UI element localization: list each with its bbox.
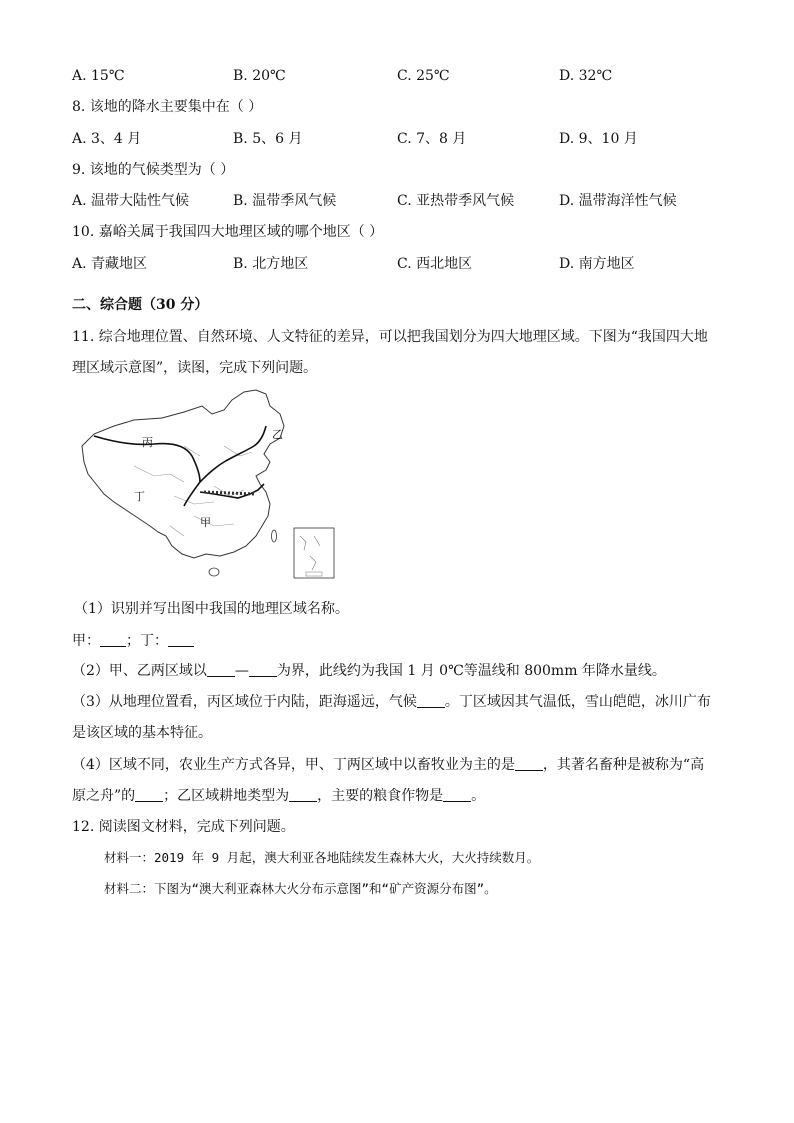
- q8-option-c: C. 7、8 月: [397, 131, 467, 147]
- blank-pastoral-region[interactable]: [515, 756, 543, 771]
- blank-grain-crop[interactable]: [443, 787, 471, 802]
- q11-sub4: [72, 756, 704, 774]
- label-jia: 甲：: [72, 633, 100, 649]
- blank-boundary-2[interactable]: [249, 662, 277, 677]
- q10-option-b: B. 北方地区: [233, 256, 309, 272]
- q11-sub4-text-d: ；乙区域耕地类型为: [163, 788, 290, 804]
- q9-stem: 9. 该地的气候类型为（ ）: [72, 162, 235, 178]
- q7-option-b: B. 20℃: [233, 68, 286, 84]
- q8-stem: 8. 该地的降水主要集中在（ ）: [72, 99, 263, 115]
- q12-material-2: 材料二：下图为“澳大利亚森林大火分布示意图”和“矿产资源分布图”。: [104, 881, 497, 896]
- blank-climate[interactable]: [417, 693, 445, 708]
- q11-sub3: [72, 693, 711, 711]
- q12-material-1: 材料一：2019 年 9 月起，澳大利亚各地陆续发生森林大火，大火持续数月。: [104, 850, 540, 865]
- q8-option-b: B. 5、6 月: [233, 131, 303, 147]
- q11-sub2-text-a: （2）甲、乙两区域以: [72, 663, 207, 679]
- q8-option-a: A. 3、4 月: [72, 131, 142, 147]
- china-outline: [82, 390, 284, 558]
- q11-stem-line2: 理区域示意图”，读图，完成下列问题。: [72, 360, 318, 376]
- q11-sub3-text-a: （3）从地理位置看，丙区域位于内陆，距海遥远，气候: [72, 694, 417, 710]
- q7-option-c: C. 25℃: [397, 68, 450, 84]
- q11-sub4-line2: [72, 787, 485, 805]
- q7-option-d: D. 32℃: [559, 68, 613, 84]
- china-regions-map: [74, 386, 344, 586]
- blank-livestock[interactable]: [135, 787, 163, 802]
- region-label-bing: 丙: [142, 436, 153, 449]
- q11-sub3-text-b: 。丁区域因其气温低，雪山皑皑，冰川广布: [444, 694, 711, 710]
- q7-option-a: A. 15℃: [72, 68, 125, 84]
- q11-sub3-line2: 是该区域的基本特征。: [72, 725, 212, 741]
- blank-farmland-type[interactable]: [289, 787, 317, 802]
- blank-jia[interactable]: [100, 632, 126, 647]
- blank-boundary-1[interactable]: [207, 662, 235, 677]
- q12-stem: 12. 阅读图文材料，完成下列问题。: [72, 819, 295, 835]
- q10-option-a: A. 青藏地区: [72, 256, 148, 272]
- q11-sub4-text-f: 。: [471, 788, 486, 804]
- q10-option-c: C. 西北地区: [397, 256, 473, 272]
- q11-sub1: （1）识别并写出图中我国的地理区域名称。: [74, 601, 349, 617]
- q11-stem-line1: 11. 综合地理位置、自然环境、人文特征的差异，可以把我国划分为四大地理区域。下图为“我国四大地: [72, 329, 708, 345]
- q11-sub1-answers: [72, 632, 194, 650]
- label-ding: ；丁：: [126, 633, 168, 649]
- section-title: 二、综合题（30 分）: [72, 297, 209, 313]
- q9-option-b: B. 温带季风气候: [233, 193, 337, 209]
- region-label-jia: 甲: [200, 516, 211, 529]
- q9-option-c: C. 亚热带季风气候: [397, 193, 515, 209]
- q9-option-a: A. 温带大陆性气候: [72, 193, 190, 209]
- blank-ding[interactable]: [168, 632, 194, 647]
- q11-sub4-text-a: （4）区域不同，农业生产方式各异，甲、丁两区域中以畜牧业为主的是: [72, 757, 515, 773]
- q11-sub2-text-c: 为界，此线约为我国 1 月 0℃等温线和 800mm 年降水量线。: [276, 663, 666, 679]
- q10-stem: 10. 嘉峪关属于我国四大地理区域的哪个地区（ ）: [72, 224, 384, 240]
- south-china-sea-inset: [294, 528, 334, 578]
- region-label-yi: 乙: [272, 428, 283, 441]
- region-label-ding: 丁: [134, 490, 145, 503]
- q11-sub2: [72, 662, 666, 680]
- q11-sub4-text-e: ，主要的粮食作物是: [317, 788, 444, 804]
- q10-option-d: D. 南方地区: [559, 256, 635, 272]
- q11-sub4-text-c: 原之舟”的: [72, 788, 136, 804]
- q8-option-d: D. 9、10 月: [559, 131, 638, 147]
- hainan-island: [209, 568, 219, 576]
- q11-sub2-dash: —: [234, 663, 249, 679]
- q9-option-d: D. 温带海洋性气候: [559, 193, 677, 209]
- taiwan-island: [272, 530, 277, 542]
- q11-sub4-text-b: ，其著名畜种是被称为“高: [542, 757, 705, 773]
